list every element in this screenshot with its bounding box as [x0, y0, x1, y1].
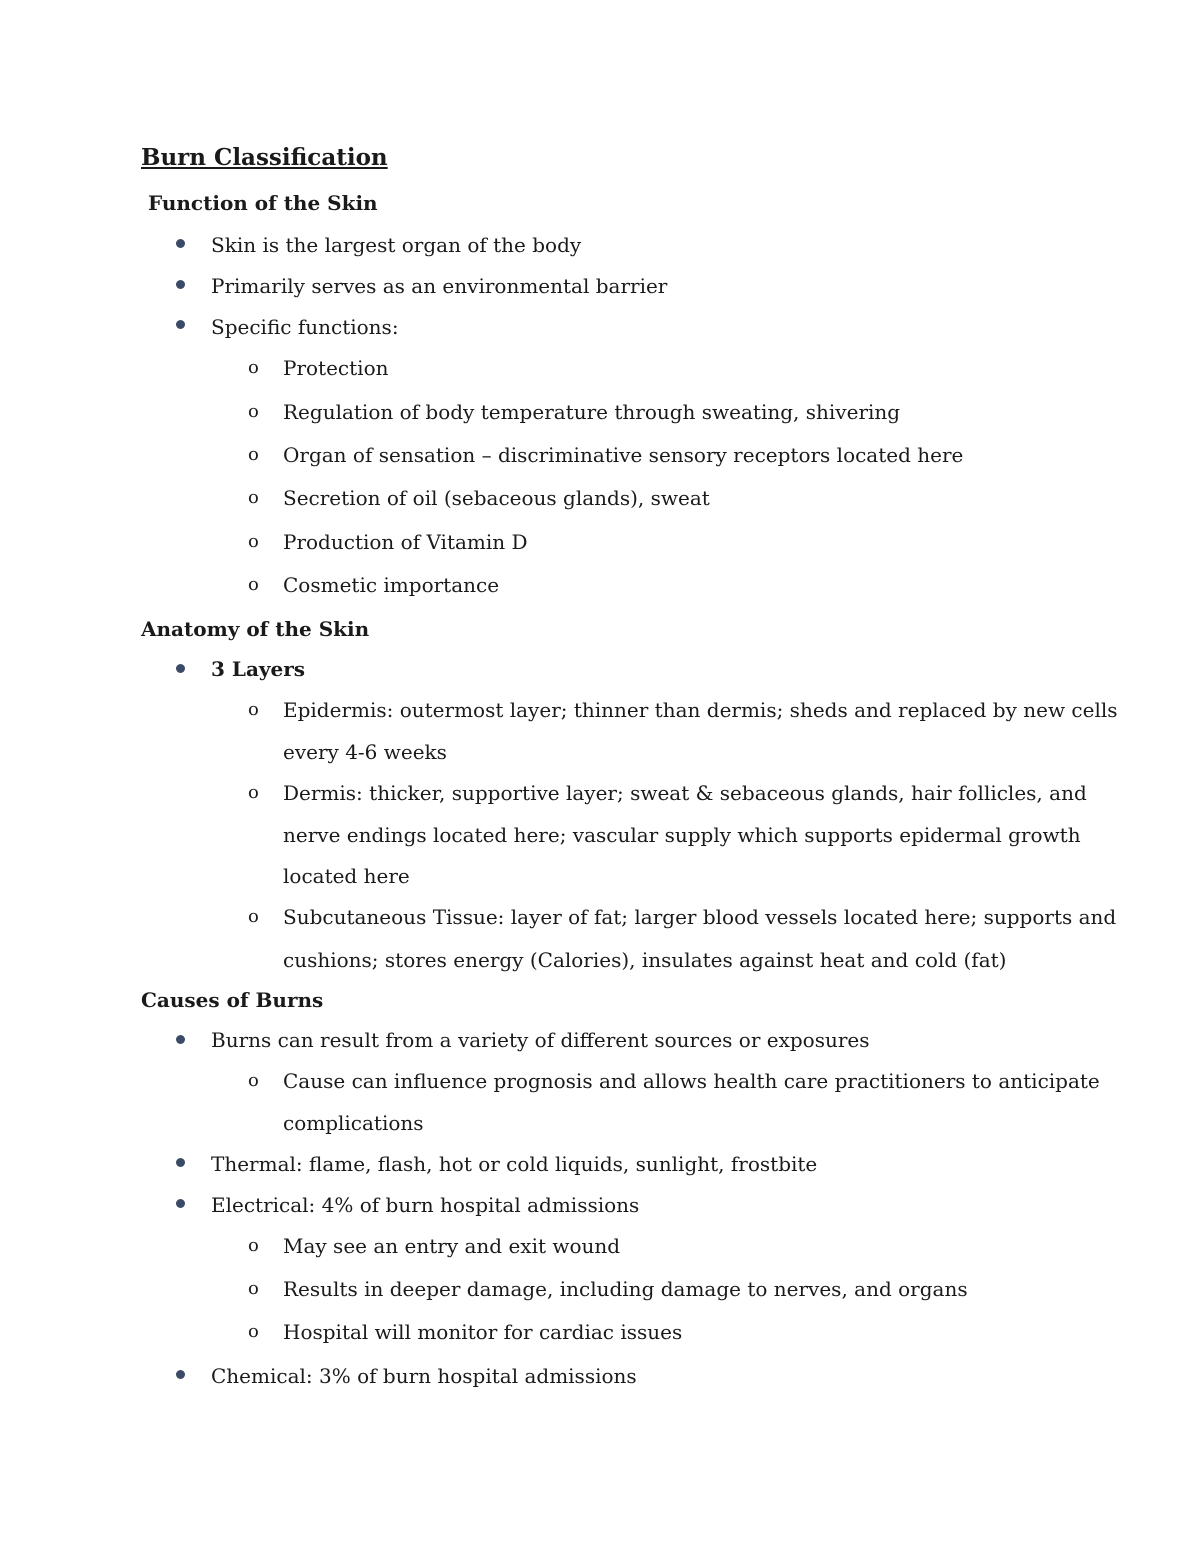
- list-item: Burns can result from a variety of different sources or exposures: [211, 1028, 870, 1052]
- sub-bullet-icon: o: [248, 906, 259, 927]
- list-item: 3 Layers: [211, 657, 306, 681]
- sub-list-item-continued: nerve endings located here; vascular supply which supports epidermal growth: [283, 823, 1081, 847]
- list-item: Specific functions:: [211, 315, 399, 339]
- sub-list-item-continued: located here: [283, 864, 410, 888]
- sub-bullet-icon: o: [248, 1235, 259, 1256]
- heading-function-of-skin: Function of the Skin: [148, 191, 378, 215]
- sub-list-item: Cause can influence prognosis and allows health care practitioners to anticipate: [283, 1069, 1100, 1093]
- sub-bullet-icon: o: [248, 444, 259, 465]
- sub-list-item: May see an entry and exit wound: [283, 1234, 621, 1258]
- list-item: Chemical: 3% of burn hospital admissions: [211, 1364, 637, 1388]
- sub-bullet-icon: o: [248, 401, 259, 422]
- sub-list-item-continued: cushions; stores energy (Calories), insulates against heat and cold (fat): [283, 948, 1007, 972]
- sub-list-item: Subcutaneous Tissue: layer of fat; larger blood vessels located here; supports and: [283, 905, 1117, 929]
- list-item: Electrical: 4% of burn hospital admissions: [211, 1193, 640, 1217]
- sub-list-item: Production of Vitamin D: [283, 530, 528, 554]
- sub-bullet-icon: o: [248, 574, 259, 595]
- sub-list-item: Hospital will monitor for cardiac issues: [283, 1320, 683, 1344]
- sub-bullet-icon: o: [248, 782, 259, 803]
- bullet-icon: [176, 1158, 185, 1167]
- sub-bullet-icon: o: [248, 487, 259, 508]
- bullet-icon: [176, 1035, 185, 1044]
- sub-list-item: Protection: [283, 356, 389, 380]
- sub-list-item: Organ of sensation – discriminative sensory receptors located here: [283, 443, 964, 467]
- sub-list-item: Cosmetic importance: [283, 573, 500, 597]
- sub-list-item-continued: every 4-6 weeks: [283, 740, 447, 764]
- bullet-icon: [176, 1370, 185, 1379]
- sub-list-item-continued: complications: [283, 1111, 424, 1135]
- bullet-icon: [176, 239, 185, 248]
- heading-anatomy-of-skin: Anatomy of the Skin: [141, 617, 370, 641]
- sub-bullet-icon: o: [248, 1070, 259, 1091]
- bullet-icon: [176, 664, 185, 673]
- sub-list-item: Dermis: thicker, supportive layer; sweat & sebaceous glands, hair follicles, and: [283, 781, 1087, 805]
- list-item: Thermal: flame, flash, hot or cold liquids, sunlight, frostbite: [211, 1152, 818, 1176]
- list-item: Primarily serves as an environmental barrier: [211, 274, 668, 298]
- bullet-icon: [176, 280, 185, 289]
- sub-bullet-icon: o: [248, 531, 259, 552]
- page-title: Burn Classification: [141, 144, 388, 171]
- sub-bullet-icon: o: [248, 1278, 259, 1299]
- bullet-icon: [176, 1199, 185, 1208]
- bullet-icon: [176, 320, 185, 329]
- sub-list-item: Results in deeper damage, including damage to nerves, and organs: [283, 1277, 968, 1301]
- sub-list-item: Regulation of body temperature through sweating, shivering: [283, 400, 901, 424]
- sub-bullet-icon: o: [248, 357, 259, 378]
- list-item: Skin is the largest organ of the body: [211, 233, 582, 257]
- sub-list-item: Epidermis: outermost layer; thinner than dermis; sheds and replaced by new cells: [283, 698, 1118, 722]
- sub-bullet-icon: o: [248, 699, 259, 720]
- heading-causes-of-burns: Causes of Burns: [141, 988, 324, 1012]
- sub-list-item: Secretion of oil (sebaceous glands), sweat: [283, 486, 710, 510]
- sub-bullet-icon: o: [248, 1321, 259, 1342]
